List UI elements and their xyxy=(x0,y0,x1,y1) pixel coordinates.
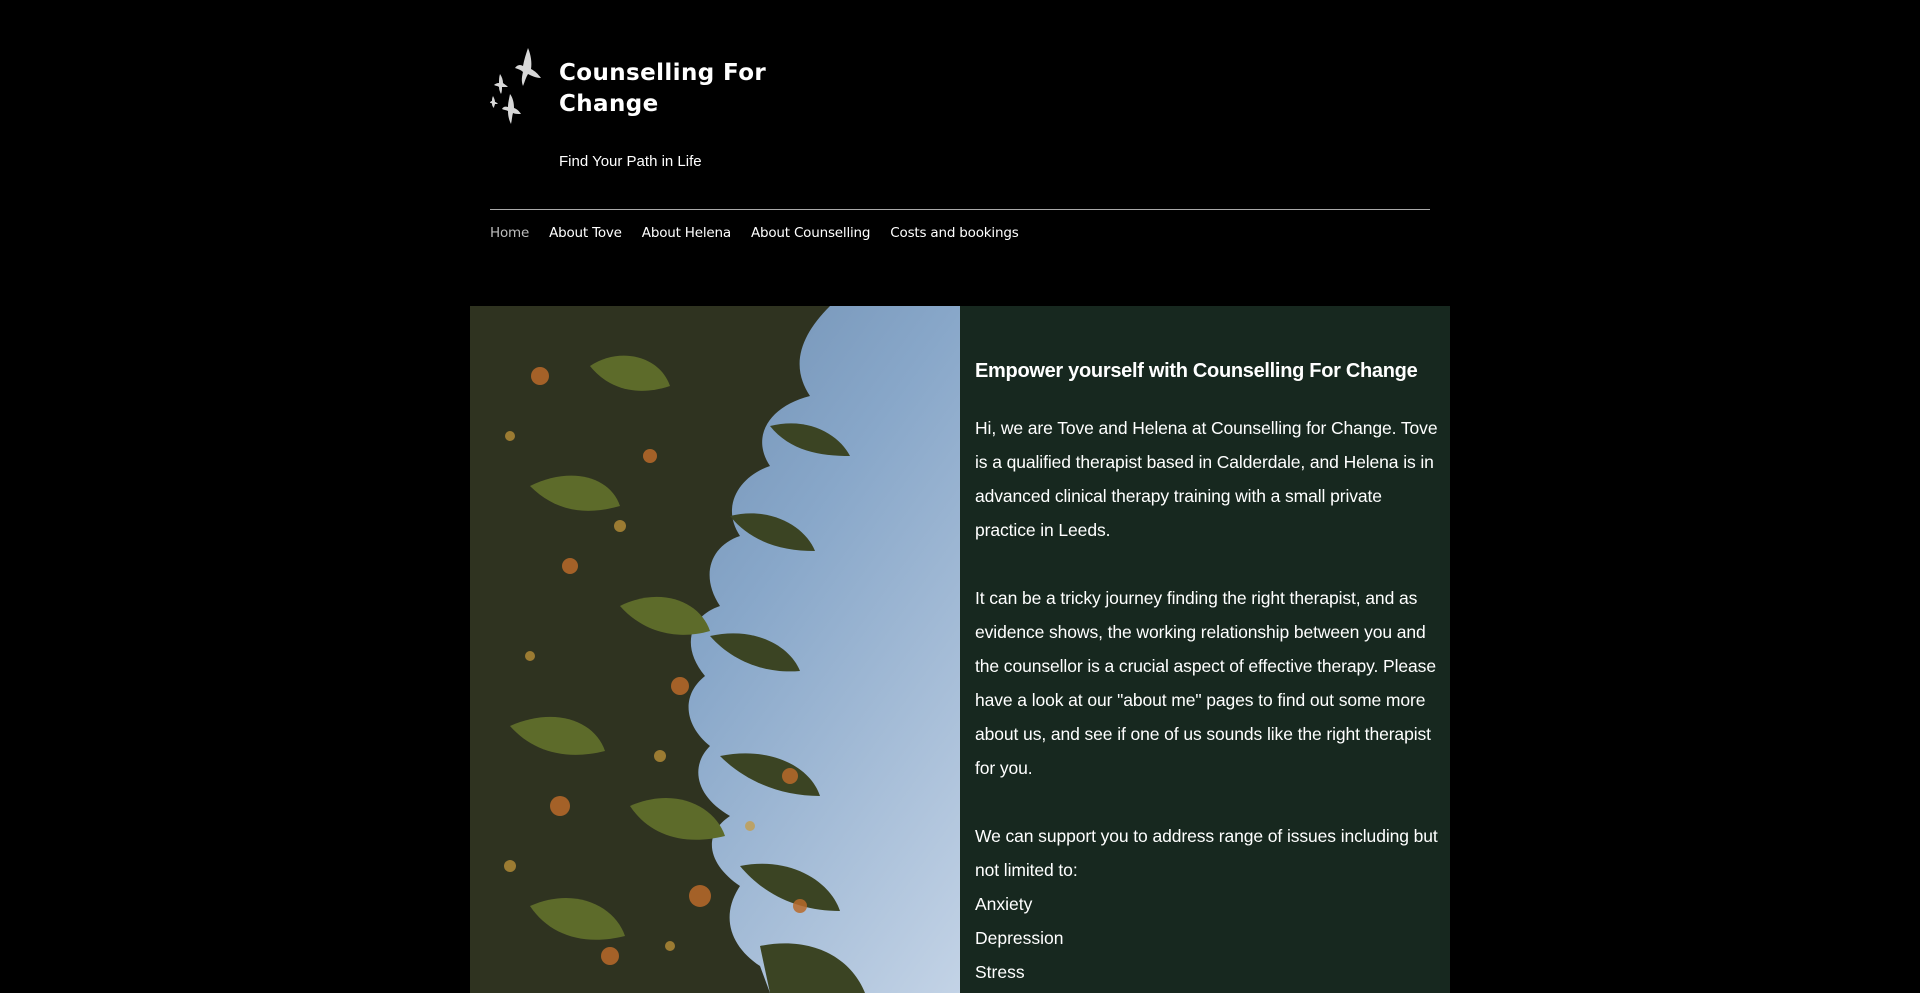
birds-icon[interactable] xyxy=(490,46,546,128)
intro-heading: Empower yourself with Counselling For Change xyxy=(975,360,1418,382)
nav-item-costs-bookings[interactable]: Costs and bookings xyxy=(890,225,1019,241)
header-divider xyxy=(490,209,1430,210)
hero-leaves-image xyxy=(470,306,960,993)
intro-panel xyxy=(960,306,1450,993)
nav-item-about-counselling[interactable]: About Counselling xyxy=(750,225,871,241)
nav-item-about-helena[interactable]: About Helena xyxy=(641,225,731,241)
issue-list-item: Depression xyxy=(975,928,1064,948)
intro-paragraph: It can be a tricky journey finding the right therapist, and as evidence shows, the working relationship between you and the counsellor is a crucial aspect of effective therapy. Please have a look at our "about me" pages to find out some more about us, and see if one of us sounds like the right therapist for you. xyxy=(975,588,1436,778)
nav-item-about-tove[interactable]: About Tove xyxy=(549,225,622,241)
nav-item-home[interactable]: Home xyxy=(490,225,530,241)
site-header xyxy=(490,0,1430,300)
issue-list-item: Stress xyxy=(975,962,1025,982)
issue-list-item: Anxiety xyxy=(975,894,1033,914)
intro-content xyxy=(975,358,1440,989)
site-title[interactable]: Counselling For Change xyxy=(559,60,767,117)
intro-paragraph: We can support you to address range of issues including but not limited to: xyxy=(975,826,1438,880)
site-tagline: Find Your Path in Life xyxy=(559,153,702,170)
main-nav xyxy=(490,225,1039,241)
intro-paragraph: Hi, we are Tove and Helena at Counselling for Change. Tove is a qualified therapist based in Calderdale, and Helena is in advanced clinical therapy training with a small private practice in Leeds. xyxy=(975,418,1438,540)
